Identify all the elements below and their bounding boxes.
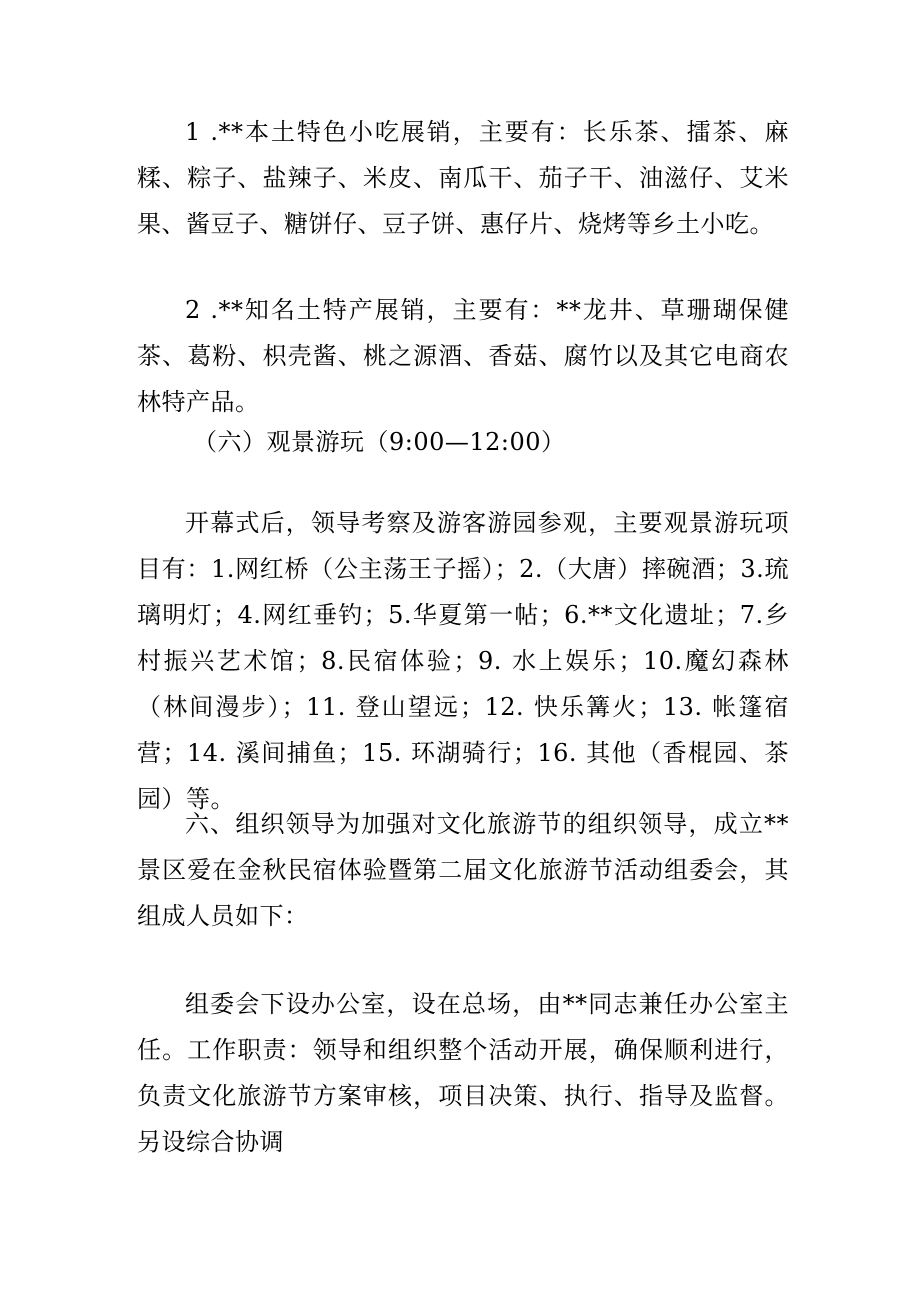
paragraph-local-specialties: 2 .**知名土特产展销，主要有：**龙井、草珊瑚保健茶、葛粉、枳壳酱、桃之源酒、香菇、腐竹以及其它电商农林特产品。: [137, 296, 789, 416]
paragraph-office-duties: 组委会下设办公室，设在总场，由**同志兼任办公室主任。工作职责：领导和组织整个活动开展，确保顺利进行，负责文化旅游节方案审核，项目决策、执行、指导及监督。另设综合协调: [137, 990, 789, 1156]
paragraph-sightseeing-items: 开幕式后，领导考察及游客游园参观，主要观景游玩项目有：1.网红桥（公主荡王子摇）；2.（大唐）摔碗酒；3.琉璃明灯；4.网红垂钓；5.华夏第一帖；6.**文化遗址；7.乡村振兴艺术馆；8.民宿体验；9. 水上娱乐；10.魔幻森林（林间漫步）；11. 登山望远；12. 快乐篝火；13. 帐篷宿营；14. 溪间捕鱼；15. 环湖骑行；16. 其他（香棍园、茶园）等。: [137, 509, 789, 813]
paragraph-local-snacks: 1 .**本土特色小吃展销，主要有：长乐茶、擂茶、麻糅、粽子、盐辣子、米皮、南瓜干、茄子干、油滋仔、艾米果、酱豆子、糖饼仔、豆子饼、惠仔片、烧烤等乡土小吃。: [137, 118, 789, 238]
paragraph-organization-leadership: 六、组织领导为加强对文化旅游节的组织领导，成立**景区爱在金秋民宿体验暨第二届文化旅游节活动组委会，其组成人员如下：: [137, 810, 789, 930]
section-heading-sightseeing: （六）观景游玩（9:00—12:00）: [193, 428, 566, 456]
